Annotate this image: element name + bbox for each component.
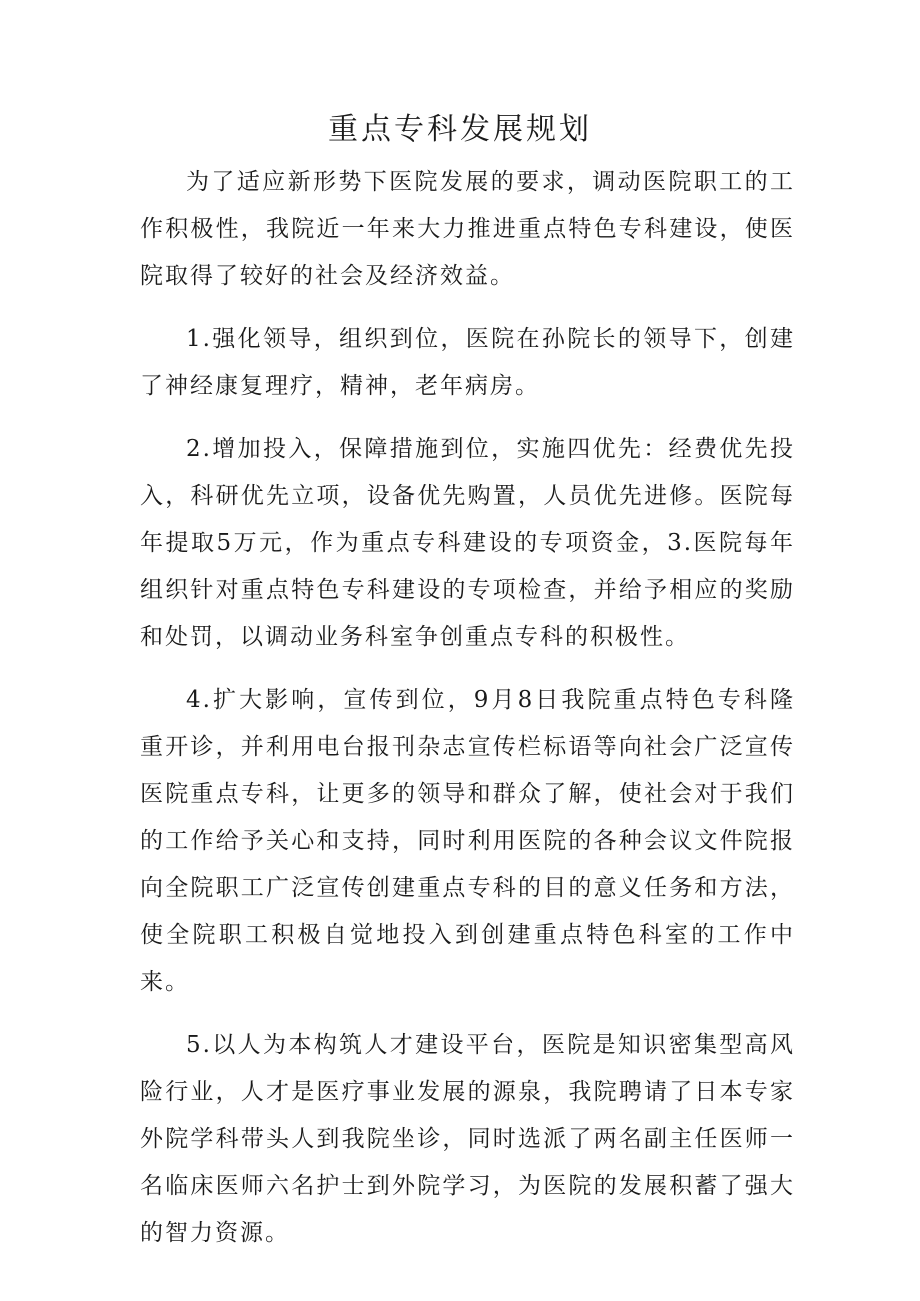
document-title: 重点专科发展规划 — [328, 112, 592, 147]
document-body — [140, 159, 795, 1273]
paragraph-intro: 为了适应新形势下医院发展的要求，调动医院职工的工作积极性，我院近一年来大力推进重点特色专科建设，使医院取得了较好的社会及经济效益。 — [140, 169, 795, 289]
paragraph-item-4: 4.扩大影响，宣传到位，9月8日我院重点特色专科隆重开诊，并利用电台报刊杂志宣传栏标语等向社会广泛宣传医院重点专科，让更多的领导和群众了解，使社会对于我们的工作给予关心和支持，同时利用医院的各种会议文件院报向全院职工广泛宣传创建重点专科的目的意义任务和方法，使全院职工积极自觉地投入到创建重点特色科室的工作中来。 — [140, 687, 795, 995]
paragraph-item-2: 2.增加投入，保障措施到位，实施四优先：经费优先投入，科研优先立项，设备优先购置，人员优先进修。医院每年提取5万元，作为重点专科建设的专项资金，3.医院每年组织针对重点特色专科建设的专项检查，并给予相应的奖励和处罚，以调动业务科室争创重点专科的积极性。 — [140, 436, 795, 650]
paragraph-item-1: 1.强化领导，组织到位，医院在孙院长的领导下，创建了神经康复理疗，精神，老年病房。 — [140, 326, 795, 399]
paragraph-item-5: 5.以人为本构筑人才建设平台，医院是知识密集型高风险行业，人才是医疗事业发展的源泉，我院聘请了日本专家外院学科带头人到我院坐诊，同时选派了两名副主任医师一名临床医师六名护士到外院学习，为医院的发展积蓄了强大的智力资源。 — [140, 1032, 795, 1246]
